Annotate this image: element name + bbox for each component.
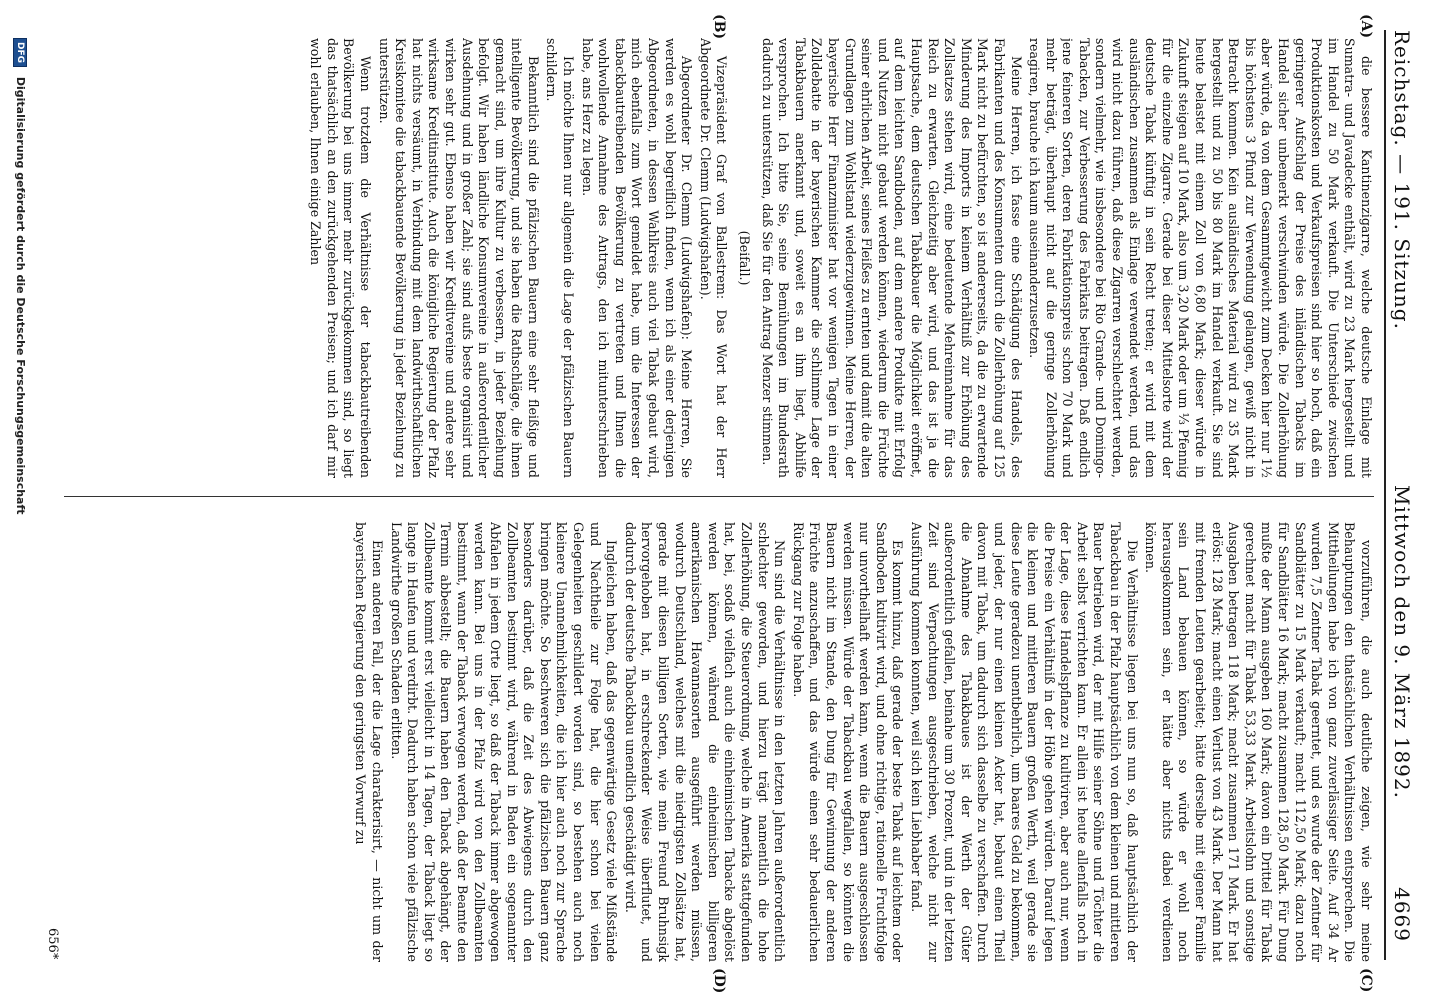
column-divider: [64, 496, 1374, 497]
header-session: Reichstag. — 191. Sitzung.: [1390, 30, 1414, 330]
margin-marker-b: (B): [711, 14, 727, 40]
header-date: Mittwoch den 9. März 1892.: [1390, 485, 1414, 799]
paragraph: Bekanntlich sind die pfälzischen Bauern eine sehr fleißige und intelligente Bevölkerung, und sie haben die Rathschläge, die ihnen gemacht sind, um ihre Kultur zu verbessern, in jeder Beziehung befolgt. Wir haben ländliche Konsumvereine in außerordentlicher Ausdehnung und in großer Zahl; sie sind aufs beste organisirt und wirken sehr gut. Ebenso haben wir Kreditvereine und andere sehr wirksame Kreditinstitute. Auch die königliche Regierung der Pfalz hat nichts versäumt, in Verbindung mit dem landwirthschaftlichen Kreiskomitee die tabackbauende Bevölkerung in jeder Beziehung zu unterstützen.: [376, 38, 541, 478]
margin-marker-c: (C): [1358, 968, 1374, 993]
credit-text: Digitalisierung gefördert durch die Deutsche Forschungsgemeinschaft: [14, 76, 27, 515]
left-text-column: [64, 38, 1374, 478]
paragraph: die bessere Kantinenzigarre, welche deutsche Einlage mit Sumatra- und Javadecke enthält, wird zu 23 Mark hergestellt und im Handel zu 50 Mark verkauft. Die Unterschiede zwischen Produktionskosten und Verkaufspreisen sind hier so hoch, daß ein geringerer Aufschlag der Preise des inländischen Tabacks im Handel sicher unbemerkt verschwinden würde. Die Zollerhöhung aber würde, da von dem Gesammtgewicht zum Decken hier nur 1½ bis höchstens 3 Pfund zur Verwendung gelangen, gewiß nicht in Betracht kommen. Kein ausländisches Material wird zu 35 Mark hergestellt und zu 50 bis 80 Mark im Handel verkauft. Sie sind heute belastet mit einem Zoll von 6,80 Mark; dieser würde in Zukunft steigen auf 10 Mark, also um 3,20 Mark oder um ⅓ Pfennig für die einzelne Zigarre. Gerade bei dieser Mittelsorte wird der deutsche Tabak künftig in sein Recht treten; er wird mit dem ausländischen zusammen als Einlage verwendet werden, und das wird nicht dazu führen, daß diese Zigarren verschlechtert werden, sondern vielmehr, wie insbesondere bei Rio Grande- und Domingo-Tabacken, zur Verbesserung des Fabrikats beitragen. Daß endlich jene feineren Sorten, deren Fabrikationspreis schon 70 Mark und mehr beträgt, überhaupt nicht auf die geringe Zollerhöhung reagiren, brauche ich kaum auseinanderzusetzen.: [1027, 38, 1374, 478]
paragraph: Ingleichen haben, daß das gegenwärtige Gesetz viele Mißstände und Nachtheile zur Folge hat, die hier schon bei vielen Gelegenheiten geschildert worden sind, so bestehen auch noch kleinere Unannehmlichkeiten, die ich hier auch noch zur Sprache bringen möchte. So beschweren sich die pfälzischen Bauern ganz besonders darüber, daß die Zeit des Abwiegens durch den Zollbeamten bestimmt wird, während in Baden ein sogenannter Abfalen in jedem Orte liegt, so daß der Taback immer abgewogen werden kann. Bei uns in der Pfalz wird von den Zollbeamten bestimmt, wann der Taback verwogen werden, daß der Beamte den Termin abbestellt; die Bauern haben den Taback abgehängt, der Zollbeamte kommt erst vielleicht in 14 Tagen, der Taback liegt so lange in Haufen und verdirbt. Dadurch haben schon viele pfälzische Landwirthe großen Schaden erlitten.: [388, 522, 620, 962]
paragraph: Die Verhältnisse liegen bei uns nun so, daß hauptsächlich der Tabackbau in der Pfalz hauptsächlich von dem kleinen und mittleren Bauer betrieben wird, der mit Hilfe seiner Söhne und Töchter die Arbeit selbst verrichten kann. Er allein ist heute allenfalls noch in der Lage, diese Handelspflanze zu kultiviren, aber auch nur, wenn die Preise ein Verhältniß in der Höhe gehen würden. Darauf legen die kleinen und mittleren Bauern großen Werth, weil gerade sie diese Leute geradezu unentbehrlich, um baares Geld zu bekommen, und jeder, der nur einen kleinen Acker hat, bebaut einen Theil davon mit Tabak, um dadurch sich dasselbe zu verschaffen. Durch die Abnahme des Tabakbaues ist der Werth der Güter außerordentlich gefallen, beinahe um 30 Prozent, und in der letzten Zeit sind Verpachtungen ausgeschrieben, welche nicht zur Ausführung kommen konnten, weil sich kein Liebhaber fand.: [908, 522, 1140, 962]
paragraph: Nun sind die Verhältnisse in den letzten Jahren außerordentlich schlechter geworden, und hierzu trägt namentlich die hohe Zollerhöhung, die Steuerordnung, welche in Amerika stattgefunden hat, bei, sodaß vielfach auch die einheimischen Tabacke abgelöst werden können, während die einheimischen billigeren amerikanischen Havannasorten ausgeführt werden müssen, wodurch Deutschland, welches mit die niedrigsten Zollsätze hat, gerade mit diesen billigen Sorten, wie mein Freund Bruhnsigk hervorgehoben hat, in erschreckender Weise überflutet, und dadurch der deutsche Tabackbau unendlich geschädigt wird.: [622, 522, 788, 962]
paragraph: Abgeordneter Dr. Clemm (Ludwigshafen): Meine Herren, Sie werden es wohl begreiflich finden, wenn ich als einer derjenigen Abgeordneten, in dessen Wahlkreis auch viel Tabak gebaut wird, mich ebenfalls zum Wort gemeldet habe, um die Interessen der tabackbautreibenden Bevölkerung zu vertreten und Ihnen die wohlwollende Annahme des Antrags, den ich mitunterschrieben habe, ans Herz zu legen.: [579, 38, 695, 478]
digitization-credit: [13, 38, 27, 515]
paragraph: Wenn trotzdem die Verhältnisse der tabackbautreibenden Bevölkerung bei uns immer mehr zurückgekommen sind, so liegt das thatsächlich an den zurückgehenden Preisen; und ich darf mir wohl erlauben, Ihnen einige Zahlen: [308, 38, 373, 478]
footer-page-note: 656*: [45, 928, 60, 960]
paragraph: Ich möchte Ihnen nur allgemein die Lage der pfälzischen Bauern schildern.: [544, 38, 577, 478]
margin-marker-a: (A): [1358, 14, 1374, 39]
header-page-number: 4669: [1390, 887, 1414, 942]
paragraph: Es kommt hinzu, daß gerade der beste Tabak auf leichtem oder Sandboden kultivirt wird, und ohne richtige, rationelle Fruchtfolge nur unvortheilhaft werden kann, wenn die Bauern ausgeschlossen werden müssen. Würde der Tabackbau wegfallen, so könnten die Bauern nicht im Stande, den Dung für Gewinnung der anderen Früchte anzuschaffen, und das würde einen sehr bedauerlichen Rückgang zur Folge haben.: [790, 522, 906, 962]
header-rule: [1384, 30, 1386, 960]
right-text-column: [64, 522, 1374, 962]
paragraph: Meine Herren, ich fasse eine Schädigung des Handels, des Fabrikanten und des Konsumenten durch die Zollerhöhung auf 125 Mark nicht zu befürchten, so ist andererseits, da die zu erwartende Minderung des Imports in keinem Verhältniß zur Erhöhung des Zollsatzes stehen wird, eine bedeutende Mehreinnahme für das Reich zu erwarten. Gleichzeitig aber wird, und das ist ja die Hauptsache, dem deutschen Tabakbauer die Möglichkeit eröffnet, auf dem leichten Sandboden, auf dem andere Produkte mit Erfolg und Nutzen nicht gebaut werden können, wiederum die Früchte seiner ehrlichen Arbeit, seines Fleißes zu ernten und damit die alten Grundlagen zum Wohlstand wiederzugewinnen. Meine Herren, der bayerische Herr Finanzminister hat vor wenigen Tagen in einer Zolldebatte in der bayerischen Kammer die schlimme Lage der Tabakbauern anerkannt und, soweit es an ihm liegt, Abhilfe versprochen. Ich bitte Sie, seine Bemühungen im Bundesrath dadurch zu unterstützen, daß Sie für den Antrag Menzer stimmen.: [759, 38, 1024, 478]
paragraph: vorzuführen, die auch deutliche zeigen, wie sehr meine Behauptungen den thatsächlichen Verhältnissen entsprechen. Die Mittheilungen habe ich von ganz zuverlässiger Seite. Auf 34 Ar wurden 7,5 Zentner Tabak geerntet, und es wurde der Zentner für Sandblätter zu 15 Mark verkauft; macht 112,50 Mark; dazu noch für Sandblätter 16 Mark; macht zusammen 128,50 Mark. Für Dung mußte der Mann ausgeben 160 Mark; davon ein Drittel für Tabak gerechnet macht für Tabak 53,33 Mark. Arbeitslohn und sonstige Ausgaben betragen 118 Mark; macht zusammen 171 Mark. Er hat erlöst: 128 Mark; macht einen Verlust von 43 Mark. Der Mann hat mit fremden Leuten gearbeitet; hätte derselbe mit eigener Familie sein Land bebauen können, so würde er wohl noch herausgekommen sein, er hätte aber nichts dabei verdienen können.: [1143, 522, 1374, 962]
margin-marker-d: (D): [711, 968, 727, 994]
paragraph: Einen anderen Fall, der die Lage charakterisirt, — nicht um der bayerischen Regierung den geringsten Vorwurf zu: [353, 522, 385, 962]
applause-note: (Beifall.): [737, 230, 753, 286]
dfg-logo-icon: DFG: [13, 38, 27, 67]
paragraph: Vizepräsident Graf von Ballestrem: Das Wort hat der Herr Abgeordnete Dr. Clemm (Ludwigshafen).: [697, 38, 730, 478]
